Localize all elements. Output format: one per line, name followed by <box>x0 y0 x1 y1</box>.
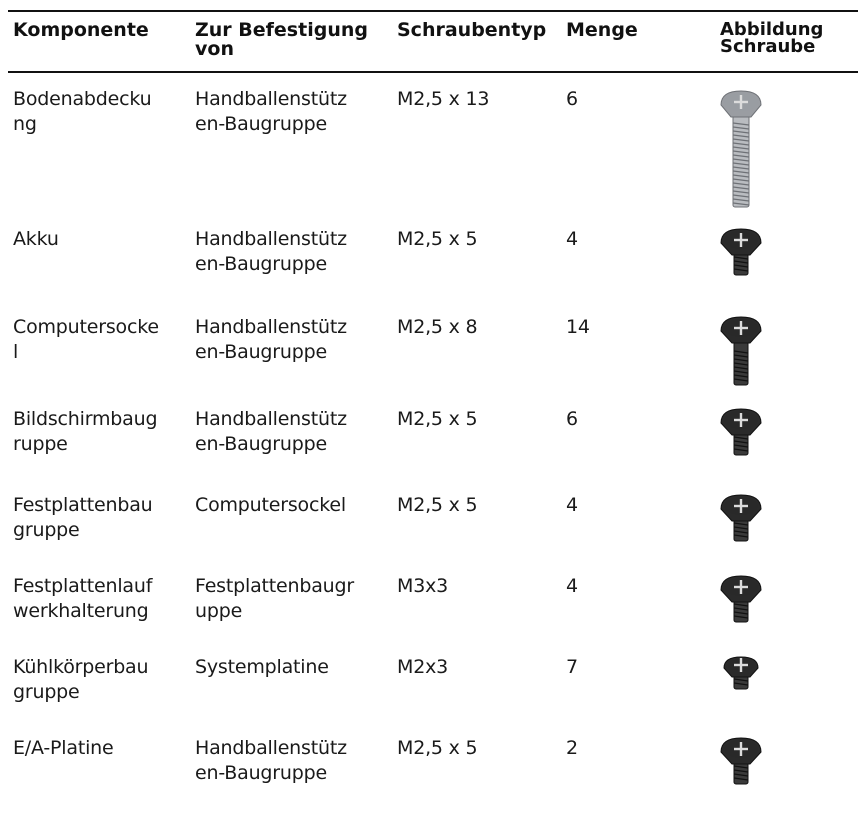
cell-attach-to <box>195 315 393 365</box>
cell-attach-to-line: en-Baugruppe <box>195 762 327 784</box>
cell-attach-to-line: Handballenstütz <box>195 316 347 338</box>
cell-attach-to <box>195 407 393 457</box>
short-phillips-screw-icon <box>716 736 766 792</box>
cell-attach-to-line: en-Baugruppe <box>195 253 327 275</box>
header-screw-type: Schraubentyp <box>397 19 547 41</box>
cell-quantity: 6 <box>566 88 578 110</box>
cell-component-line: Computersocke <box>13 316 159 338</box>
header-screw-image-line2: Schraube <box>720 36 816 57</box>
short-phillips-screw-icon <box>716 493 766 549</box>
header-quantity: Menge <box>566 19 638 41</box>
table-top-rule <box>8 10 858 12</box>
cell-screw-type: M3x3 <box>397 575 449 597</box>
header-attach-to-line2: von <box>195 38 234 60</box>
table-row <box>0 301 858 389</box>
cell-screw-type: M2,5 x 13 <box>397 88 490 110</box>
cell-quantity: 2 <box>566 737 578 759</box>
cell-attach-to-line: Computersockel <box>195 494 346 516</box>
cell-component <box>13 227 193 252</box>
cell-attach-to-line: Festplattenbaugr <box>195 575 354 597</box>
short-phillips-screw-icon <box>716 407 766 463</box>
cell-component <box>13 315 193 365</box>
cell-component-line: gruppe <box>13 519 80 541</box>
header-component: Komponente <box>13 19 149 41</box>
cell-component-line: ruppe <box>13 433 68 455</box>
cell-quantity: 4 <box>566 228 578 250</box>
cell-screw-type: M2,5 x 5 <box>397 737 478 759</box>
table-row <box>0 479 858 567</box>
cell-component <box>13 493 193 543</box>
table-row <box>0 560 858 648</box>
cell-component-line: Bodenabdecku <box>13 88 152 110</box>
cell-attach-to-line: Systemplatine <box>195 656 329 678</box>
cell-quantity: 7 <box>566 656 578 678</box>
cell-component-line: Akku <box>13 228 59 250</box>
cell-attach-to-line: en-Baugruppe <box>195 433 327 455</box>
header-screw-image-line1: Abbildung <box>720 19 824 40</box>
cell-attach-to <box>195 87 393 137</box>
header-attach-to-line1: Zur Befestigung <box>195 19 368 41</box>
cell-component-line: l <box>13 341 19 363</box>
table-row <box>0 73 858 161</box>
cell-attach-to-line: uppe <box>195 600 243 622</box>
cell-component <box>13 87 193 137</box>
cell-screw-type: M2,5 x 5 <box>397 228 478 250</box>
cell-quantity: 4 <box>566 575 578 597</box>
cell-attach-to <box>195 655 393 680</box>
table-row <box>0 722 858 810</box>
cell-component-line: werkhalterung <box>13 600 149 622</box>
cell-screw-type: M2x3 <box>397 656 449 678</box>
short-phillips-screw-icon <box>716 227 766 283</box>
cell-attach-to-line: Handballenstütz <box>195 88 347 110</box>
cell-attach-to-line: Handballenstütz <box>195 737 347 759</box>
cell-component-line: ng <box>13 113 37 135</box>
cell-quantity: 6 <box>566 408 578 430</box>
long-phillips-screw-icon <box>716 89 766 215</box>
cell-attach-to <box>195 736 393 786</box>
cell-component-line: E/A-Platine <box>13 737 114 759</box>
cell-component-line: Festplattenbau <box>13 494 153 516</box>
cell-attach-to <box>195 493 393 518</box>
cell-screw-type: M2,5 x 5 <box>397 494 478 516</box>
table-header <box>0 13 858 71</box>
cell-component-line: Festplattenlauf <box>13 575 153 597</box>
cell-component <box>13 655 193 705</box>
cell-component-line: Kühlkörperbau <box>13 656 149 678</box>
cell-screw-type: M2,5 x 5 <box>397 408 478 430</box>
cell-attach-to-line: en-Baugruppe <box>195 113 327 135</box>
cell-attach-to-line: en-Baugruppe <box>195 341 327 363</box>
tiny-phillips-screw-icon <box>716 655 766 697</box>
cell-component <box>13 407 193 457</box>
table-row <box>0 213 858 301</box>
cell-component-line: Bildschirmbaug <box>13 408 158 430</box>
medium-phillips-screw-icon <box>716 315 766 393</box>
cell-component-line: gruppe <box>13 681 80 703</box>
short-phillips-screw-icon <box>716 574 766 630</box>
cell-screw-type: M2,5 x 8 <box>397 316 478 338</box>
cell-attach-to-line: Handballenstütz <box>195 408 347 430</box>
cell-component <box>13 574 193 624</box>
header-screw-image <box>720 21 858 55</box>
table-row <box>0 641 858 729</box>
header-attach-to <box>195 21 395 59</box>
cell-attach-to-line: Handballenstütz <box>195 228 347 250</box>
cell-attach-to <box>195 227 393 277</box>
cell-attach-to <box>195 574 393 624</box>
cell-quantity: 14 <box>566 316 590 338</box>
cell-quantity: 4 <box>566 494 578 516</box>
cell-component <box>13 736 193 761</box>
table-row <box>0 393 858 481</box>
